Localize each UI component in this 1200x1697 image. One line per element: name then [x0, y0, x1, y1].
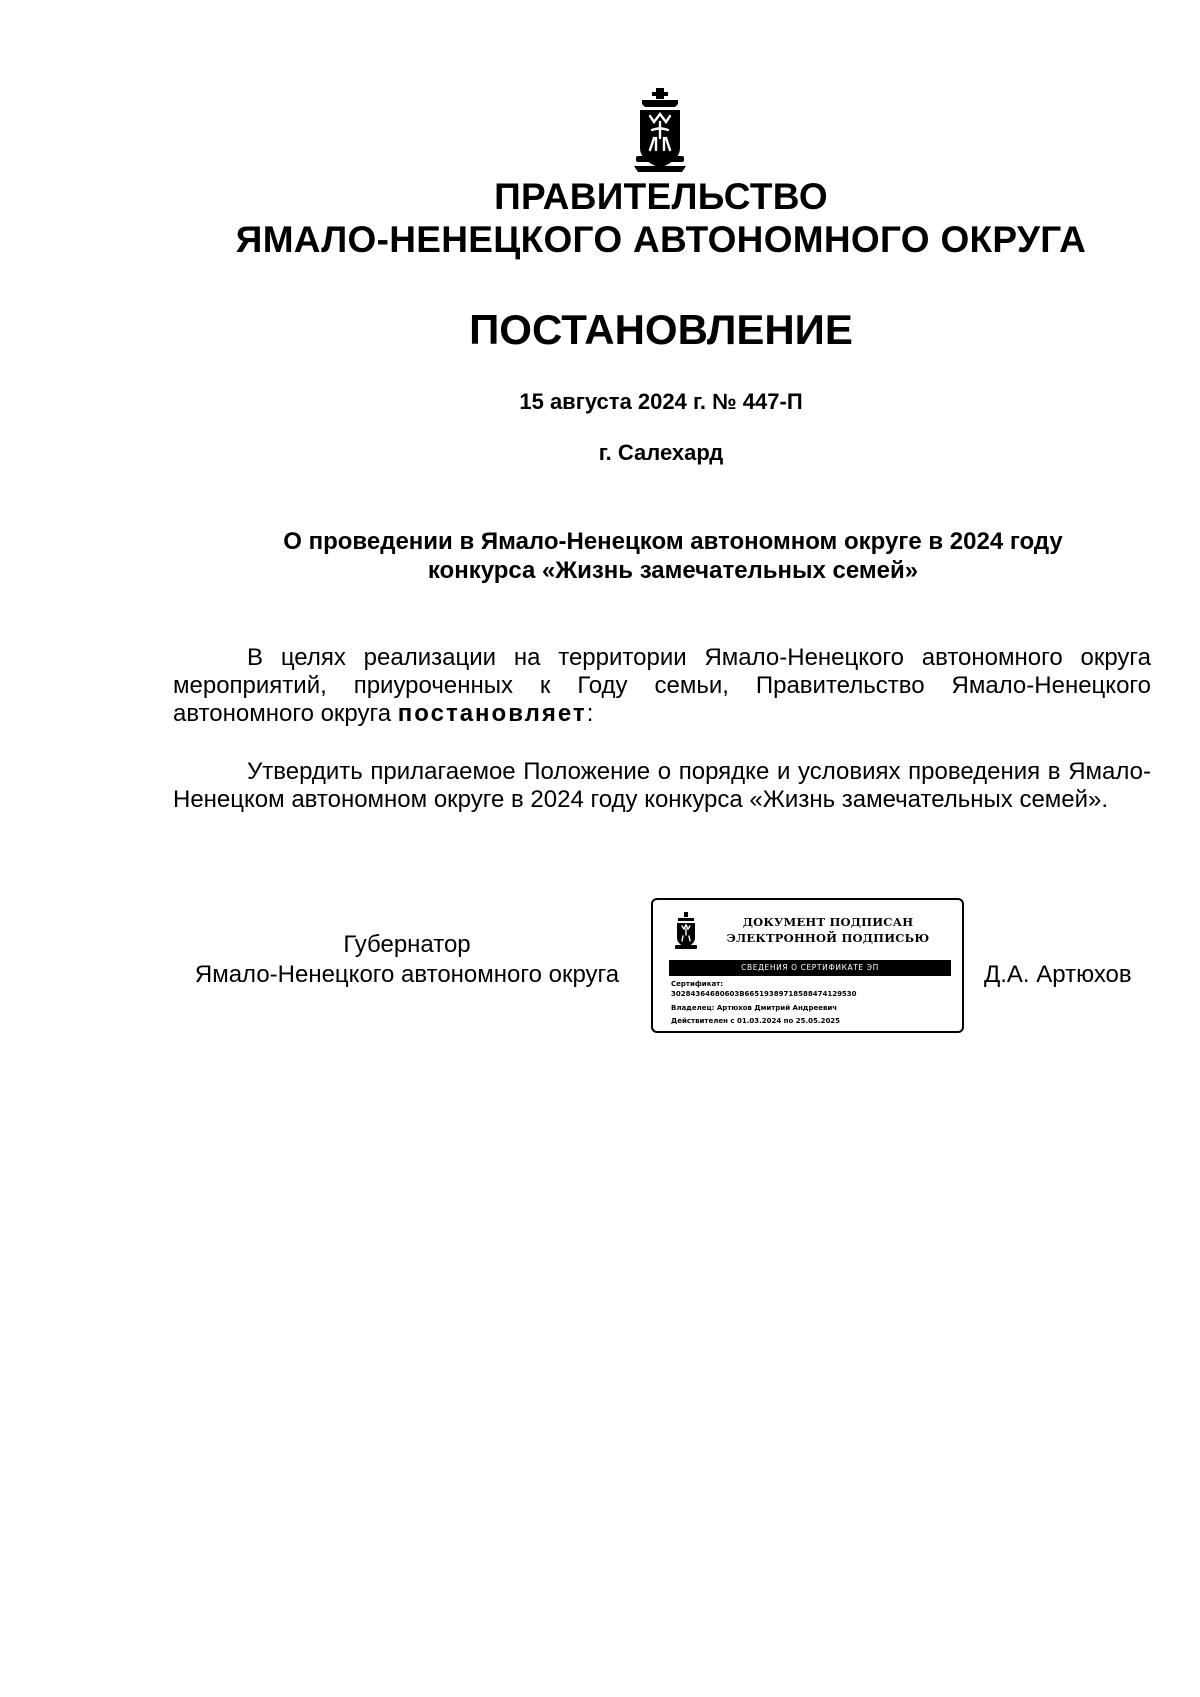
stamp-title-line-2: ЭЛЕКТРОННОЙ ПОДПИСЬЮ [726, 931, 930, 945]
stamp-certificate-label: Сертификат: [671, 980, 724, 988]
stamp-coat-of-arms-icon [675, 912, 697, 950]
paragraph-1-text: В целях реализации на территории Ямало-Ненецкого автономного округа мероприятий, приуроченных к Году семьи, Правительство Ямало-Ненецкого автономного округа [173, 644, 1151, 727]
document-date-number: 15 августа 2024 г. № 447-П [519, 389, 803, 414]
body-paragraph-1 [173, 644, 1151, 728]
electronic-signature-stamp [651, 898, 964, 1033]
signatory-post [172, 930, 642, 990]
paragraph-1-end: : [586, 700, 594, 727]
subject-line-2: конкурса «Жизнь замечательных семей» [427, 557, 919, 584]
stamp-title-line-1: ДОКУМЕНТ ПОДПИСАН [742, 915, 914, 929]
stamp-certificate-bar: СВЕДЕНИЯ О СЕРТИФИКАТЕ ЭП [669, 960, 951, 976]
stamp-validity: Действителен с 01.03.2024 по 25.05.2025 [671, 1017, 841, 1025]
government-name-line1: ПРАВИТЕЛЬСТВО [494, 176, 828, 217]
document-city: г. Салехард [598, 440, 724, 465]
document-subject [173, 527, 1173, 585]
subject-line-1: О проведении в Ямало-Ненецком автономном округе в 2024 году [283, 528, 1063, 555]
stamp-title [713, 914, 943, 946]
body-paragraph-2: Утвердить прилагаемое Положение о порядке и условиях проведения в Ямало-Ненецком автономном округе в 2024 году конкурса «Жизнь замечательных семей». [173, 758, 1151, 813]
stamp-certificate-number: 30284364680603B66519389718588474129530 [671, 990, 857, 998]
signatory-name: Д.А. Артюхов [984, 961, 1132, 988]
stamp-owner: Владелец: Артюхов Дмитрий Андреевич [671, 1004, 838, 1012]
signatory-post-line-1: Губернатор [343, 931, 471, 958]
document-type: ПОСТАНОВЛЕНИЕ [469, 306, 853, 353]
government-name-line2: ЯМАЛО-НЕНЕЦКОГО АВТОНОМНОГО ОКРУГА [235, 219, 1087, 260]
coat-of-arms-icon [634, 86, 686, 174]
signatory-post-line-2: Ямало-Ненецкого автономного округа [194, 961, 620, 988]
resolves-keyword: постановляет [397, 700, 587, 727]
